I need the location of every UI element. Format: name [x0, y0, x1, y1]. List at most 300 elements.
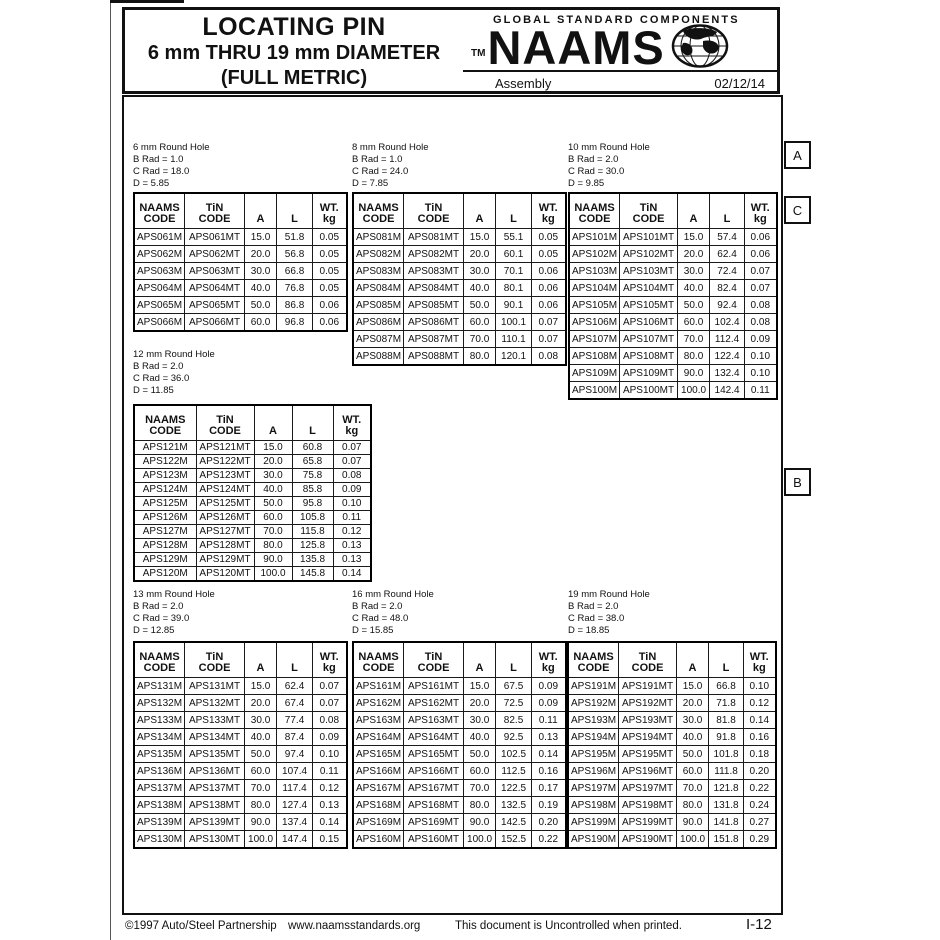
column-header: TiN CODE: [404, 193, 464, 229]
table-cell: 0.11: [333, 511, 371, 525]
table-row: [134, 497, 371, 511]
table-cell: 112.5: [496, 763, 532, 780]
brand-tagline: GLOBAL STANDARD COMPONENTS: [493, 14, 740, 26]
table-cell: 60.0: [245, 314, 277, 332]
table-row: [569, 263, 777, 280]
table-cell: 30.0: [677, 712, 709, 729]
table-cell: APS137MT: [185, 780, 245, 797]
table-cell: 55.1: [496, 229, 532, 246]
column-header: NAAMS CODE: [134, 642, 185, 678]
table-cell: 121.8: [709, 780, 744, 797]
table-cell: APS107MT: [620, 331, 678, 348]
column-header: L: [496, 642, 532, 678]
table-cell: APS139MT: [185, 814, 245, 831]
table-cell: 82.5: [496, 712, 532, 729]
spec-table-13mm: [133, 641, 348, 849]
table-cell: 70.0: [245, 780, 277, 797]
table-cell: 40.0: [464, 729, 496, 746]
table-cell: 145.8: [292, 567, 333, 582]
note-d: D = 11.85: [133, 385, 174, 396]
table-cell: APS165MT: [404, 746, 464, 763]
table-cell: 85.8: [292, 483, 333, 497]
table-cell: APS138MT: [185, 797, 245, 814]
table-cell: 0.10: [333, 497, 371, 511]
table-row: [569, 246, 777, 263]
spec-note-10mm: [568, 142, 650, 190]
table-cell: 120.1: [496, 348, 532, 366]
page-subtitle: 6 mm THRU 19 mm DIAMETER: [147, 42, 441, 64]
note-size: 10 mm Round Hole: [568, 142, 650, 153]
table-cell: 0.05: [313, 246, 347, 263]
table-cell: 20.0: [245, 246, 277, 263]
table-cell: APS132MT: [185, 695, 245, 712]
table-row: [569, 297, 777, 314]
table-row: [568, 797, 776, 814]
table-cell: 0.22: [744, 780, 776, 797]
table-cell: 80.1: [496, 280, 532, 297]
column-header: WT. kg: [532, 193, 566, 229]
table-cell: 70.0: [464, 780, 496, 797]
table-row: [134, 469, 371, 483]
table-cell: 100.0: [245, 831, 277, 849]
table-row: [353, 280, 566, 297]
table-row: [568, 695, 776, 712]
spec-table-6mm: [133, 192, 348, 332]
table-cell: 75.8: [292, 469, 333, 483]
table-cell: APS108MT: [620, 348, 678, 365]
table-cell: APS100M: [569, 382, 620, 400]
table-cell: 110.1: [496, 331, 532, 348]
table-row: [353, 229, 566, 246]
table-cell: 60.0: [678, 314, 710, 331]
column-header: L: [709, 642, 744, 678]
table-cell: APS162M: [353, 695, 404, 712]
table-cell: 92.4: [710, 297, 745, 314]
table-row: [568, 712, 776, 729]
table-cell: APS101M: [569, 229, 620, 246]
note-d: D = 12.85: [133, 625, 175, 636]
table-cell: 0.07: [745, 263, 777, 280]
table-cell: 15.0: [254, 441, 292, 455]
table-row: [568, 780, 776, 797]
table-cell: 142.5: [496, 814, 532, 831]
column-header: A: [245, 642, 277, 678]
table-cell: 65.8: [292, 455, 333, 469]
table-cell: APS120M: [134, 567, 196, 582]
table-row: [353, 331, 566, 348]
note-size: 6 mm Round Hole: [133, 142, 210, 153]
table-cell: 20.0: [254, 455, 292, 469]
table-cell: 0.08: [313, 712, 347, 729]
table-cell: APS139M: [134, 814, 185, 831]
table-cell: APS126M: [134, 511, 196, 525]
table-cell: 80.0: [464, 348, 496, 366]
table-cell: 0.14: [333, 567, 371, 582]
note-size: 12 mm Round Hole: [133, 349, 215, 360]
table-cell: APS065M: [134, 297, 185, 314]
table-cell: APS101MT: [620, 229, 678, 246]
table-cell: 90.0: [677, 814, 709, 831]
table-row: [569, 382, 777, 400]
table-cell: APS106M: [569, 314, 620, 331]
table-cell: APS132M: [134, 695, 185, 712]
spec-note-8mm: [352, 142, 429, 190]
column-header: WT. kg: [744, 642, 776, 678]
table-cell: 100.0: [677, 831, 709, 849]
table-cell: APS136MT: [185, 763, 245, 780]
table-cell: APS121M: [134, 441, 196, 455]
table-cell: APS190MT: [619, 831, 677, 849]
table-cell: 20.0: [677, 695, 709, 712]
table-cell: APS083MT: [404, 263, 464, 280]
table-cell: 0.07: [745, 280, 777, 297]
table-cell: 90.0: [678, 365, 710, 382]
table-cell: APS131M: [134, 678, 185, 695]
table-cell: 20.0: [245, 695, 277, 712]
table-cell: APS198M: [568, 797, 619, 814]
header-row: [569, 193, 777, 229]
table-cell: APS085MT: [404, 297, 464, 314]
column-header: L: [277, 193, 313, 229]
table-cell: APS125MT: [196, 497, 254, 511]
header-row: [134, 405, 371, 441]
table-cell: APS137M: [134, 780, 185, 797]
table-row: [353, 797, 566, 814]
header-row: [353, 642, 566, 678]
table-cell: 71.8: [709, 695, 744, 712]
table-row: [568, 746, 776, 763]
table-row: [134, 263, 347, 280]
table-cell: APS135M: [134, 746, 185, 763]
table-row: [569, 314, 777, 331]
table-cell: 122.5: [496, 780, 532, 797]
column-header: A: [464, 642, 496, 678]
table-cell: APS085M: [353, 297, 404, 314]
table-cell: 147.4: [277, 831, 313, 849]
table-cell: 0.11: [313, 763, 347, 780]
table-cell: APS167MT: [404, 780, 464, 797]
table-cell: 72.4: [710, 263, 745, 280]
table-row: [353, 297, 566, 314]
side-label-b: B: [784, 468, 811, 496]
table-cell: APS199M: [568, 814, 619, 831]
table-cell: 15.0: [678, 229, 710, 246]
table-row: [134, 314, 347, 332]
table-cell: 56.8: [277, 246, 313, 263]
table-cell: APS126MT: [196, 511, 254, 525]
table-cell: APS084MT: [404, 280, 464, 297]
table-cell: 0.06: [745, 229, 777, 246]
column-header: NAAMS CODE: [134, 405, 196, 441]
brand-logo-row: [463, 21, 777, 75]
table-cell: 66.8: [277, 263, 313, 280]
side-label-a: A: [784, 141, 811, 169]
table-cell: 100.1: [496, 314, 532, 331]
table-cell: APS086M: [353, 314, 404, 331]
table-cell: 151.8: [709, 831, 744, 849]
table-cell: 0.20: [744, 763, 776, 780]
table-cell: 66.8: [709, 678, 744, 695]
table-cell: APS199MT: [619, 814, 677, 831]
table-cell: 60.1: [496, 246, 532, 263]
table-cell: APS197MT: [619, 780, 677, 797]
table-row: [134, 797, 347, 814]
page-title: LOCATING PIN: [202, 13, 386, 41]
table-cell: APS161M: [353, 678, 404, 695]
table-cell: 132.5: [496, 797, 532, 814]
table-cell: 86.8: [277, 297, 313, 314]
note-d: D = 5.85: [133, 178, 170, 189]
table-cell: 30.0: [245, 712, 277, 729]
table-cell: APS194M: [568, 729, 619, 746]
table-cell: APS061MT: [185, 229, 245, 246]
table-cell: 0.10: [744, 678, 776, 695]
table-cell: 30.0: [245, 263, 277, 280]
table-cell: APS134MT: [185, 729, 245, 746]
spec-note-6mm: [133, 142, 210, 190]
table-cell: 0.19: [532, 797, 566, 814]
table-cell: 91.8: [709, 729, 744, 746]
table-row: [568, 763, 776, 780]
table-cell: 30.0: [464, 712, 496, 729]
table-cell: APS104MT: [620, 280, 678, 297]
assembly-row: [463, 70, 777, 91]
note-c-rad: C Rad = 24.0: [352, 166, 409, 177]
header-row: [134, 642, 347, 678]
table-row: [569, 280, 777, 297]
table-cell: APS122M: [134, 455, 196, 469]
column-header: NAAMS CODE: [134, 193, 185, 229]
table-cell: 60.0: [677, 763, 709, 780]
table-cell: 0.09: [333, 483, 371, 497]
table-cell: APS063M: [134, 263, 185, 280]
table-row: [134, 712, 347, 729]
table-cell: APS062MT: [185, 246, 245, 263]
table-cell: APS104M: [569, 280, 620, 297]
table-cell: APS191MT: [619, 678, 677, 695]
column-header: TiN CODE: [404, 642, 464, 678]
table-row: [134, 229, 347, 246]
table-cell: APS161MT: [404, 678, 464, 695]
column-header: TiN CODE: [185, 193, 245, 229]
table-cell: 0.14: [744, 712, 776, 729]
table-row: [134, 780, 347, 797]
table-cell: 117.4: [277, 780, 313, 797]
table-cell: 0.08: [745, 314, 777, 331]
note-b-rad: B Rad = 2.0: [568, 154, 619, 165]
table-cell: APS083M: [353, 263, 404, 280]
table-row: [353, 780, 566, 797]
table-cell: APS105M: [569, 297, 620, 314]
table-cell: 0.17: [532, 780, 566, 797]
table-cell: APS164M: [353, 729, 404, 746]
table-cell: 62.4: [277, 678, 313, 695]
table-row: [568, 678, 776, 695]
table-cell: APS088MT: [404, 348, 464, 366]
footer-copyright: ©1997 Auto/Steel Partnership: [125, 920, 277, 932]
table-cell: 0.12: [333, 525, 371, 539]
table-cell: APS109M: [569, 365, 620, 382]
table-cell: 0.08: [333, 469, 371, 483]
table-cell: APS197M: [568, 780, 619, 797]
table-cell: 0.20: [532, 814, 566, 831]
spec-table-10mm: [568, 192, 778, 400]
table-cell: 15.0: [245, 229, 277, 246]
table-cell: 0.11: [532, 712, 566, 729]
table-cell: 50.0: [464, 746, 496, 763]
table-cell: 0.13: [333, 539, 371, 553]
table-cell: 30.0: [464, 263, 496, 280]
table-cell: 0.05: [532, 246, 566, 263]
table-cell: APS169M: [353, 814, 404, 831]
table-cell: 0.14: [313, 814, 347, 831]
table-cell: APS130MT: [185, 831, 245, 849]
table-row: [134, 455, 371, 469]
table-cell: 82.4: [710, 280, 745, 297]
table-row: [134, 814, 347, 831]
column-header: A: [677, 642, 709, 678]
table-cell: 90.0: [254, 553, 292, 567]
table-cell: 100.0: [464, 831, 496, 849]
table-cell: 70.1: [496, 263, 532, 280]
table-cell: 77.4: [277, 712, 313, 729]
table-cell: APS131MT: [185, 678, 245, 695]
note-d: D = 7.85: [352, 178, 389, 189]
table-cell: 80.0: [677, 797, 709, 814]
spec-table-19mm: [567, 641, 777, 849]
table-cell: 50.0: [245, 297, 277, 314]
assembly-label: Assembly: [495, 76, 552, 91]
note-size: 19 mm Round Hole: [568, 589, 650, 600]
table-cell: 20.0: [464, 246, 496, 263]
column-header: A: [464, 193, 496, 229]
table-cell: 0.22: [532, 831, 566, 849]
table-cell: 0.07: [313, 695, 347, 712]
table-cell: APS109MT: [620, 365, 678, 382]
table-cell: APS129MT: [196, 553, 254, 567]
table-cell: 0.06: [745, 246, 777, 263]
table-cell: APS066MT: [185, 314, 245, 332]
table-cell: 137.4: [277, 814, 313, 831]
column-header: WT. kg: [532, 642, 566, 678]
table-cell: APS100MT: [620, 382, 678, 400]
table-cell: 81.8: [709, 712, 744, 729]
note-d: D = 15.85: [352, 625, 394, 636]
table-cell: 76.8: [277, 280, 313, 297]
table-cell: 0.24: [744, 797, 776, 814]
table-cell: APS163MT: [404, 712, 464, 729]
column-header: A: [254, 405, 292, 441]
note-c-rad: C Rad = 39.0: [133, 613, 190, 624]
column-header: WT. kg: [333, 405, 371, 441]
table-cell: APS105MT: [620, 297, 678, 314]
table-row: [134, 831, 347, 849]
table-cell: 141.8: [709, 814, 744, 831]
table-cell: 142.4: [710, 382, 745, 400]
column-header: NAAMS CODE: [353, 193, 404, 229]
table-cell: APS166M: [353, 763, 404, 780]
table-cell: 90.1: [496, 297, 532, 314]
table-cell: 127.4: [277, 797, 313, 814]
table-cell: APS196M: [568, 763, 619, 780]
table-cell: 131.8: [709, 797, 744, 814]
table-cell: 62.4: [710, 246, 745, 263]
table-cell: 132.4: [710, 365, 745, 382]
table-cell: 0.08: [745, 297, 777, 314]
table-row: [353, 263, 566, 280]
note-c-rad: C Rad = 48.0: [352, 613, 409, 624]
table-cell: APS088M: [353, 348, 404, 366]
table-cell: 50.0: [245, 746, 277, 763]
spec-table-16mm: [352, 641, 567, 849]
table-cell: APS166MT: [404, 763, 464, 780]
note-size: 8 mm Round Hole: [352, 142, 429, 153]
table-row: [569, 348, 777, 365]
table-row: [353, 831, 566, 849]
table-cell: APS136M: [134, 763, 185, 780]
note-b-rad: B Rad = 2.0: [133, 361, 184, 372]
table-row: [353, 729, 566, 746]
table-cell: 70.0: [678, 331, 710, 348]
table-cell: 50.0: [464, 297, 496, 314]
table-cell: APS122MT: [196, 455, 254, 469]
header-row: [134, 193, 347, 229]
table-cell: 15.0: [464, 229, 496, 246]
header-row: [568, 642, 776, 678]
table-cell: APS165M: [353, 746, 404, 763]
table-cell: 40.0: [677, 729, 709, 746]
table-cell: APS193M: [568, 712, 619, 729]
table-cell: 40.0: [678, 280, 710, 297]
table-cell: 0.11: [745, 382, 777, 400]
table-cell: 0.13: [333, 553, 371, 567]
table-cell: APS160M: [353, 831, 404, 849]
table-cell: APS087MT: [404, 331, 464, 348]
table-row: [134, 553, 371, 567]
table-cell: APS125M: [134, 497, 196, 511]
column-header: WT. kg: [313, 642, 347, 678]
table-cell: APS108M: [569, 348, 620, 365]
note-size: 16 mm Round Hole: [352, 589, 434, 600]
note-b-rad: B Rad = 2.0: [568, 601, 619, 612]
trademark-label: TM: [471, 48, 486, 59]
table-cell: 0.10: [313, 746, 347, 763]
table-cell: APS130M: [134, 831, 185, 849]
table-cell: APS195M: [568, 746, 619, 763]
table-cell: 102.5: [496, 746, 532, 763]
table-cell: 70.0: [677, 780, 709, 797]
table-cell: 100.0: [254, 567, 292, 582]
table-row: [353, 678, 566, 695]
table-cell: APS162MT: [404, 695, 464, 712]
table-row: [134, 297, 347, 314]
table-cell: 112.4: [710, 331, 745, 348]
table-cell: 0.07: [313, 678, 347, 695]
table-cell: 101.8: [709, 746, 744, 763]
table-cell: APS192M: [568, 695, 619, 712]
revision-date: 02/12/14: [714, 76, 765, 91]
table-cell: APS193MT: [619, 712, 677, 729]
column-header: L: [277, 642, 313, 678]
table-cell: 0.15: [313, 831, 347, 849]
table-row: [134, 246, 347, 263]
title-block: [125, 10, 463, 91]
table-cell: 0.09: [532, 678, 566, 695]
table-cell: APS102M: [569, 246, 620, 263]
table-cell: 0.05: [313, 229, 347, 246]
column-header: NAAMS CODE: [353, 642, 404, 678]
table-cell: 111.8: [709, 763, 744, 780]
